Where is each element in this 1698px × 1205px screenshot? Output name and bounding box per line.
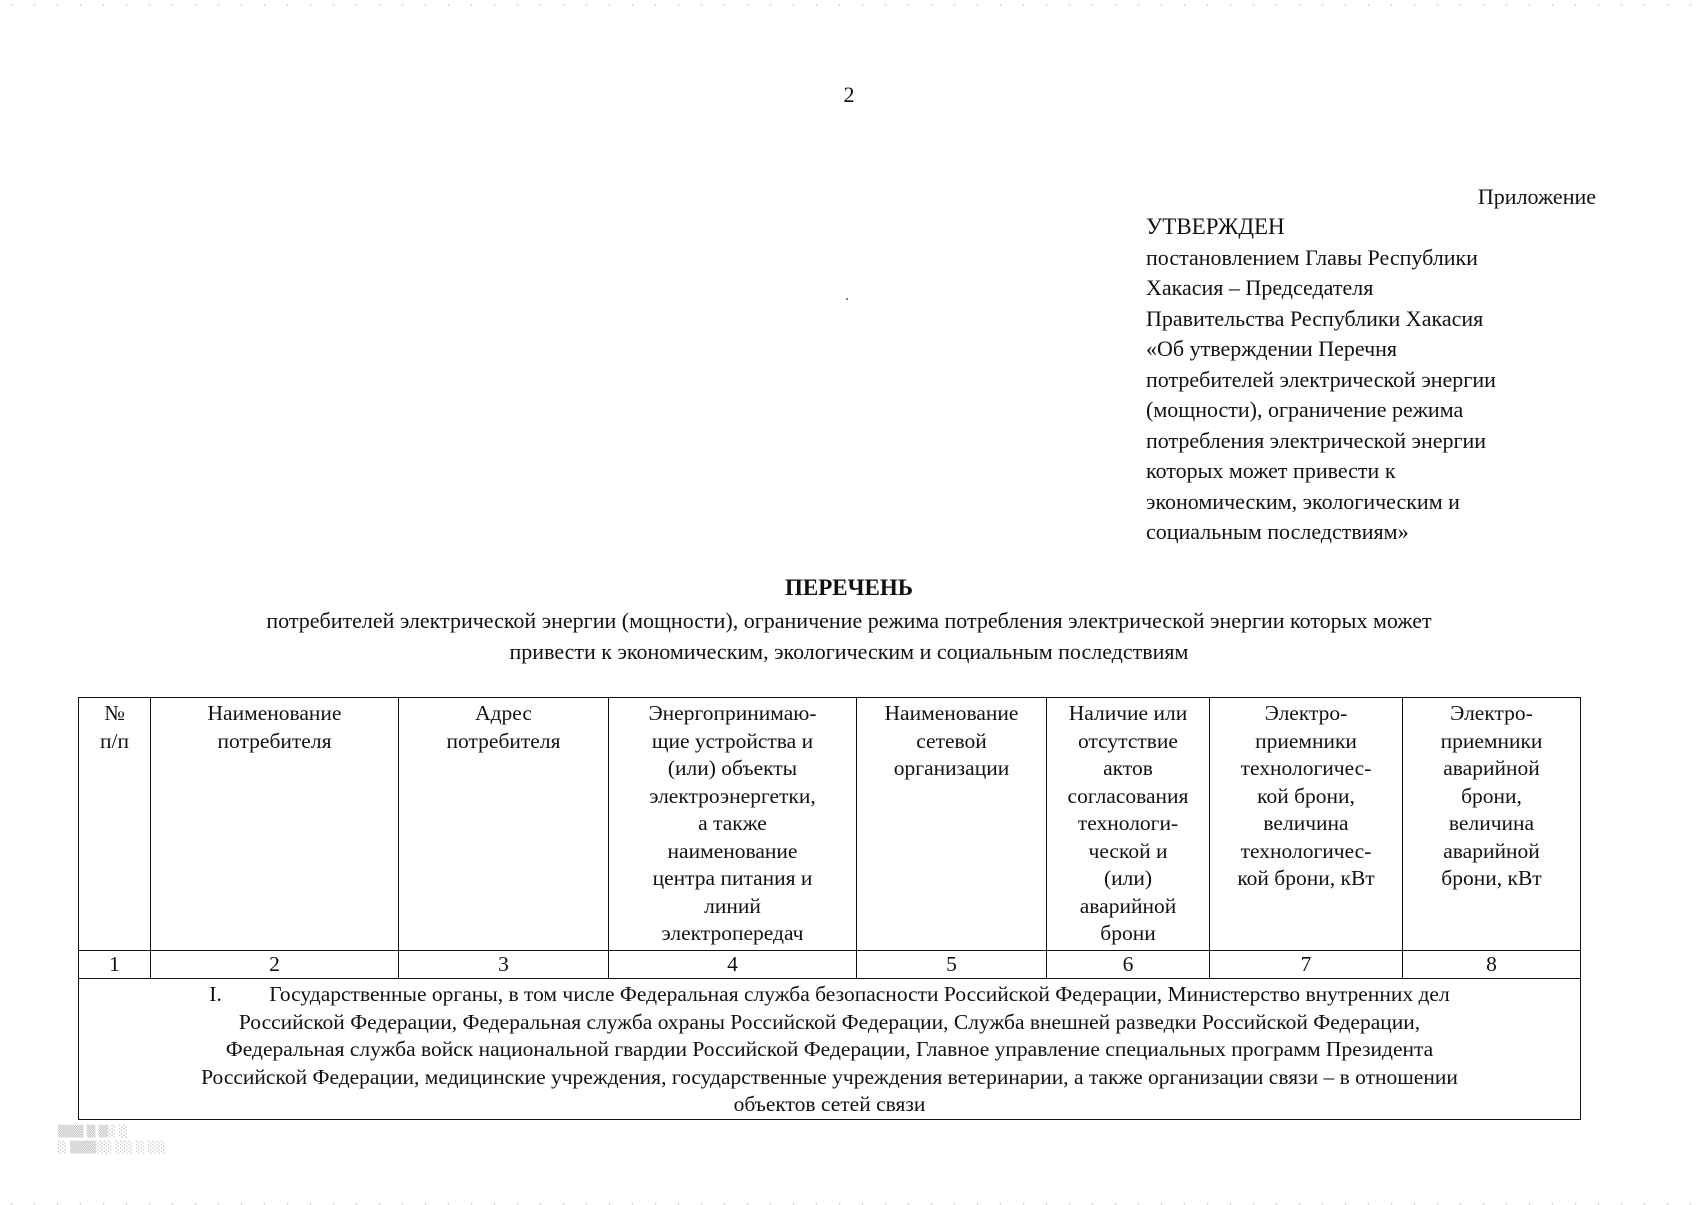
approval-block	[1146, 212, 1606, 548]
list-subtitle-line: привести к экономическим, экологическим и социальным последствиям	[509, 639, 1189, 664]
section-heading-text: Государственные органы, в том числе Федеральная служба безопасности Российской Федерации, Министерство внутренних дел	[269, 982, 1450, 1006]
column-number-row	[79, 951, 1581, 979]
header-cell-consumer-address: Адрес потребителя	[399, 698, 609, 951]
column-number-cell: 2	[151, 951, 399, 979]
list-subtitle-line: потребителей электрической энергии (мощности), ограничение режима потребления электрической энергии которых может	[266, 608, 1432, 633]
approval-line: экономическим, экологическим и	[1146, 488, 1460, 514]
section-roman-numeral: I.	[209, 982, 222, 1006]
column-number-cell: 8	[1403, 951, 1581, 979]
approval-line: (мощности), ограничение режима	[1146, 397, 1464, 422]
column-number-cell: 1	[79, 951, 151, 979]
column-number-cell: 7	[1210, 951, 1403, 979]
column-number-cell: 6	[1047, 951, 1210, 979]
scan-speck	[846, 298, 848, 300]
column-number-cell: 4	[609, 951, 857, 979]
header-cell-approval-acts: Наличие или отсутствие актов согласования технологи- ческой и (или) аварийной брони	[1047, 698, 1210, 951]
section-heading-line: Федеральная служба войск национальной гвардии Российской Федерации, Главное управление специальных программ Президента	[225, 1037, 1434, 1061]
header-cell-emergency-reserve: Электро- приемники аварийной брони, величина аварийной брони, кВт	[1403, 698, 1581, 951]
page-number: 2	[843, 82, 855, 107]
header-cell-power-devices: Энергопринимаю- щие устройства и (или) объекты электроэнергетки, а также наименование центра питания и линий электропередач	[609, 698, 857, 951]
section-heading-cell	[79, 979, 1581, 1120]
table-header-row	[79, 698, 1581, 951]
section-heading-line: объектов сетей связи	[733, 1092, 926, 1116]
appendix-label: Приложение	[1477, 184, 1596, 209]
approval-line: социальным последствиям»	[1146, 519, 1409, 544]
approval-line: Хакасия – Председателя	[1146, 275, 1374, 300]
section-heading-line: Российской Федерации, Федеральная служба охраны Российской Федерации, Служба внешней разведки Российской Федерации,	[238, 1009, 1421, 1034]
header-cell-consumer-name: Наименование потребителя	[151, 698, 399, 951]
consumers-table	[78, 697, 1581, 1120]
header-cell-technological-reserve: Электро- приемники технологичес- кой брони, величина технологичес- кой брони, кВт	[1210, 698, 1403, 951]
scan-smudge-mark: ▒▒▒ ▒ ▒░ ░ ░ ▒▒▒░░ ░░ ░ ░░	[58, 1125, 166, 1154]
section-row	[79, 979, 1581, 1120]
list-subtitle	[130, 605, 1568, 667]
approval-line: которых может привести к	[1146, 458, 1396, 483]
header-cell-number: № п/п	[79, 698, 151, 951]
header-cell-grid-organization: Наименование сетевой организации	[857, 698, 1047, 951]
approval-line: Правительства Республики Хакасия	[1146, 305, 1484, 331]
column-number-cell: 3	[399, 951, 609, 979]
section-heading-line	[107, 981, 1552, 1009]
approval-line: потребителей электрической энергии	[1146, 366, 1496, 392]
approval-title: УТВЕРЖДЕН	[1146, 214, 1285, 239]
column-number-cell: 5	[857, 951, 1047, 979]
scan-noise-top	[0, 4, 1698, 6]
section-heading-line: Российской Федерации, медицинские учреждения, государственные учреждения ветеринарии, а также организации связи – в отношении	[201, 1064, 1458, 1089]
approval-line: постановлением Главы Республики	[1146, 244, 1478, 270]
list-title: ПЕРЕЧЕНЬ	[785, 575, 913, 600]
approval-line: потребления электрической энергии	[1146, 427, 1487, 453]
approval-line: «Об утверждении Перечня	[1146, 336, 1398, 361]
